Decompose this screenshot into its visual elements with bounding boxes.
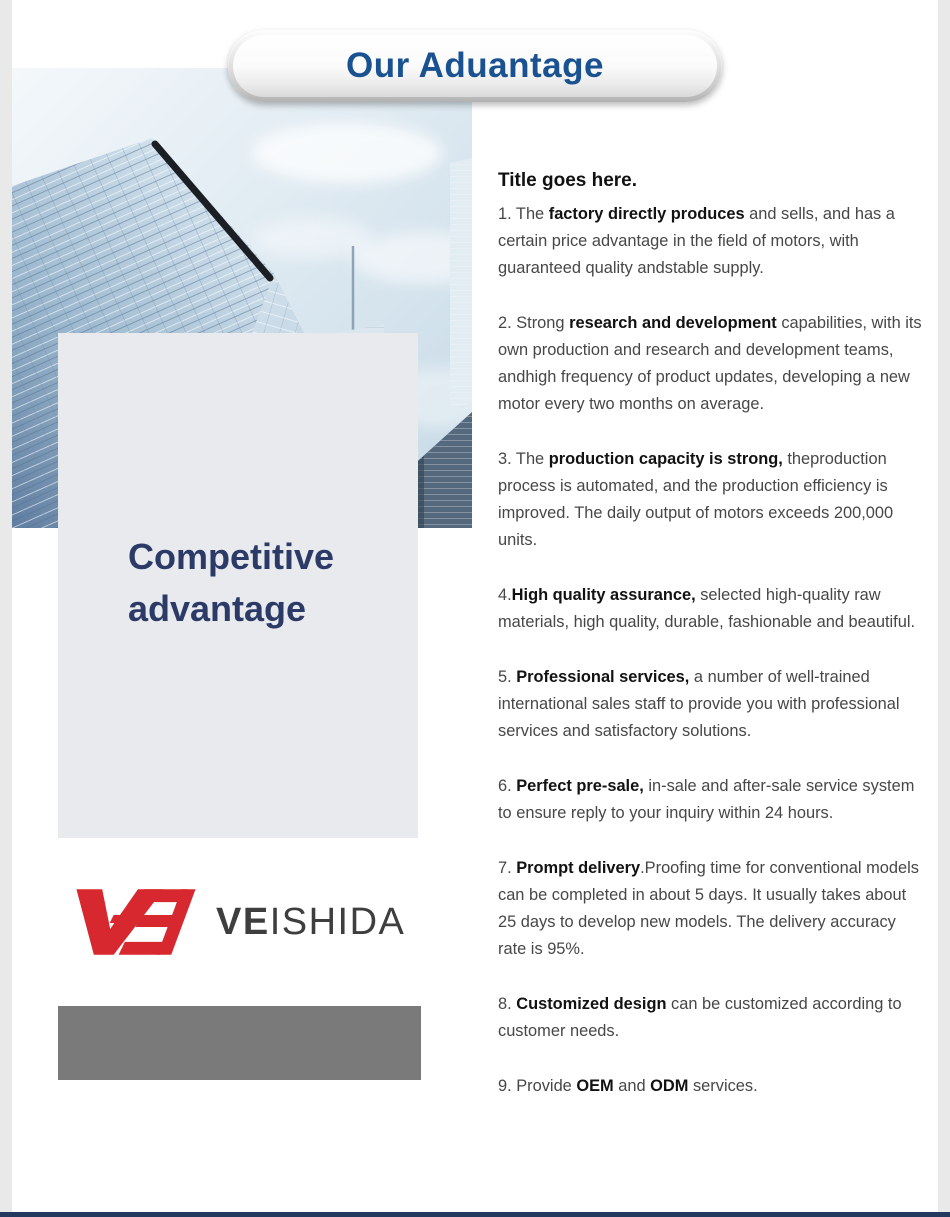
advantage-item [498, 664, 924, 745]
advantage-text: 5. [498, 668, 517, 686]
veishida-logo [64, 880, 405, 964]
advantage-keyword: OEM [576, 1077, 614, 1095]
advantage-text: 9. Provide [498, 1077, 577, 1095]
advantage-keyword: production capacity is strong, [548, 450, 783, 468]
page-margin-right [938, 0, 950, 1217]
advantage-text: 2. Strong [498, 314, 570, 332]
page-margin-left [0, 0, 12, 1217]
advantage-item [498, 201, 924, 282]
advantage-keyword: Prompt delivery [516, 859, 641, 877]
advantage-text: capabilities, with its own production and research and development teams, andhigh frequency of product updates, developing a new motor every two months on average. [498, 314, 922, 413]
advantage-keyword: High quality assurance, [511, 586, 696, 604]
placeholder-box [58, 1006, 421, 1080]
advantage-text: 8. [498, 995, 517, 1013]
banner-title: Our Aduantage [346, 46, 604, 85]
advantage-text: .Proofing time for conventional models can be completed in about 5 days. It usually takes about 25 days to develop new models. The delivery accuracy rate is 95%. [498, 859, 919, 958]
advantage-text: 6. [498, 777, 517, 795]
advantage-item [498, 773, 924, 827]
advantage-keyword: ODM [650, 1077, 689, 1095]
advantage-keyword: Perfect pre-sale, [516, 777, 644, 795]
advantage-item [498, 582, 924, 636]
advantage-text: 3. The [498, 450, 549, 468]
wordmark-light-part: ISHIDA [269, 900, 406, 943]
wordmark-bold-part: VE [216, 900, 270, 943]
advantage-text: services. [688, 1077, 758, 1095]
footer-bar [0, 1212, 950, 1217]
advantage-text: selected high-quality raw materials, high quality, durable, fashionable and beautiful. [498, 586, 916, 631]
advantage-text: 1. The [498, 205, 549, 223]
advantage-text: 4. [498, 586, 512, 604]
advantages-list [498, 201, 924, 1100]
advantage-item [498, 310, 924, 418]
advantage-item [498, 991, 924, 1045]
advantage-text: in-sale and after-sale service system to ensure reply to your inquiry within 24 hours. [498, 777, 915, 822]
advantage-text: can be customized according to customer needs. [498, 995, 902, 1040]
advantage-item [498, 446, 924, 554]
advantage-banner [228, 30, 722, 102]
veishida-wordmark [216, 901, 405, 944]
competitive-advantage-card [58, 333, 418, 838]
advantage-keyword: research and development [569, 314, 777, 332]
advantage-text: and sells, and has a certain price advantage in the field of motors, with guaranteed quality andstable supply. [498, 205, 895, 277]
advantage-keyword: Professional services, [516, 668, 690, 686]
advantage-keyword: Customized design [516, 995, 667, 1013]
advantage-text: theproduction process is automated, and the production efficiency is improved. The daily output of motors exceeds 200,000 units. [498, 450, 894, 549]
advantage-text: a number of well-trained international sales staff to provide you with professional services and satisfactory solutions. [498, 668, 900, 740]
advantages-heading: Title goes here. [498, 170, 638, 191]
advantage-banner-face [233, 35, 717, 97]
advantage-item [498, 1073, 924, 1100]
competitive-advantage-title: Competitive advantage [128, 536, 335, 629]
v3-speed-mark-icon [64, 882, 198, 962]
advantage-text: 7. [498, 859, 517, 877]
advantage-item [498, 855, 924, 963]
advantage-keyword: factory directly produces [548, 205, 745, 223]
advantages-section [498, 170, 924, 1100]
advantage-text: and [613, 1077, 651, 1095]
